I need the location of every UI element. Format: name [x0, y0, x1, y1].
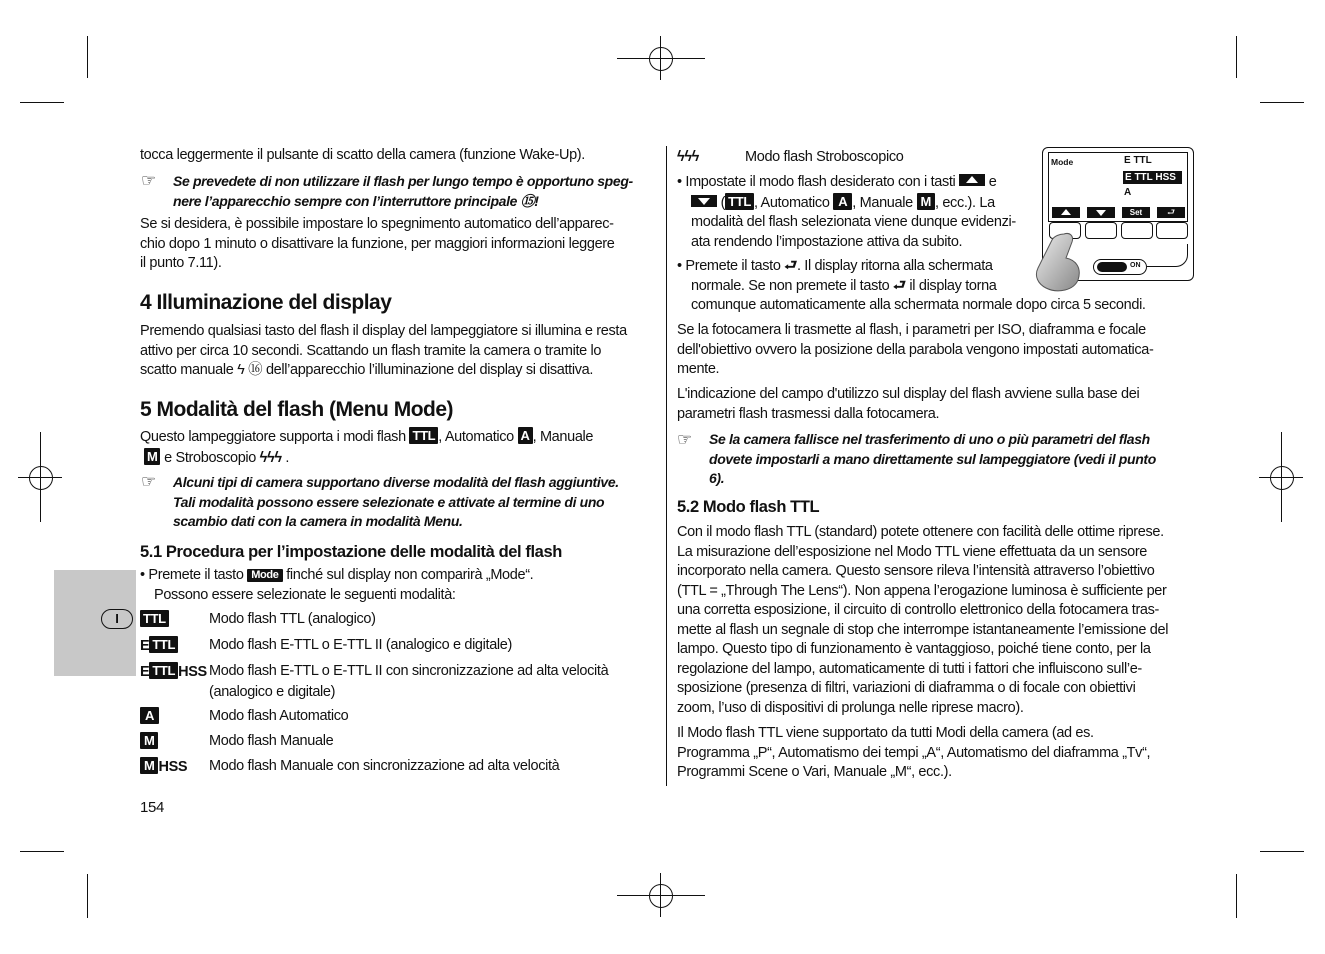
lcd-line-a: A: [1124, 187, 1132, 198]
arrow-up-key-icon: [959, 174, 985, 186]
crop-mark: [87, 874, 88, 918]
page-number: 154: [140, 799, 164, 816]
heading-mode-procedure: 5.1 Procedura per l’impostazione delle modalità del flash: [140, 543, 562, 561]
ttl-badge: TTL: [725, 193, 754, 210]
intro-line: tocca leggermente il pulsante di scatto della camera (funzione Wake-Up).: [140, 147, 585, 163]
ttl-badge: TTL: [140, 610, 169, 627]
strobo-icon: ϟϟϟ: [677, 149, 699, 165]
heading-ttl-mode: 5.2 Modo flash TTL: [677, 498, 820, 516]
mode-key-badge: Mode: [247, 569, 282, 582]
modes-support-paragraph: Questo lampeggiatore supporta i modi flash TTL , Automatico A , Manuale M e Stroboscopio ϟϟϟ .: [140, 428, 594, 466]
heading-flash-modes: 5 Modalità del flash (Menu Mode): [140, 398, 454, 421]
lcd-set-label: Set: [1122, 207, 1150, 218]
return-key-icon: ⮐: [784, 258, 797, 274]
note-manual-params: Se la camera fallisce nel trasferimento di uno o più parametri del flash dovete impostarli a mano direttamente sul lampeggiatore (vedi il punto 6).: [709, 431, 1156, 486]
return-key-icon: ⮐: [893, 277, 906, 294]
a-badge: A: [140, 707, 159, 724]
illumination-paragraph: Premendo qualsiasi tasto del flash il display del lampeggiatore si illumina e resta attivo per circa 10 secondi. Scattando un flash tramite la camera o tramite lo scatto manuale ϟ ⑯ dell’apparecchio l’illuminazione del display si disattiva.: [140, 323, 627, 378]
m-badge: M: [917, 193, 935, 210]
crop-mark: [87, 36, 88, 78]
range-paragraph: L'indicazione del campo d'utilizzo sul display del flash avviene sulla base dei parametri flash trasmessi dalla fotocamera.: [677, 386, 1140, 422]
m-badge: M: [140, 757, 158, 774]
power-switch: ON: [1093, 259, 1147, 275]
auto-off-paragraph: Se si desidera, è possibile impostare lo spegnimento automatico dell’apparec- chio dopo 1 minuto o disattivare la funzione, per maggiori informazioni leggere il punto 7.11).: [140, 216, 615, 271]
finger-pressing-icon: [1034, 232, 1086, 294]
hand-pointer-icon: ☞: [141, 171, 157, 190]
hand-pointer-icon: ☞: [677, 430, 693, 449]
iso-paragraph: Se la fotocamera li trasmette al flash, i parametri per ISO, diaframma e focale dell'obiettivo ovvero la posizione della parabola vengono impostati automatica- mente.: [677, 322, 1154, 377]
note-switch-off: Se prevedete di non utilizzare il flash per lungo tempo è opportuno speg- nere l’apparecchio sempre con l’interruttore principale ⑮!: [173, 173, 633, 209]
m-badge: M: [140, 732, 158, 749]
procedure-bullet: • Premete il tasto Mode finché sul display non comparirà „Mode“. Possono essere selezionate le seguenti modalità:: [140, 567, 534, 603]
language-tab-label: I: [101, 609, 133, 629]
lcd-line-ettl-hss: E TTL HSS: [1123, 171, 1182, 184]
crop-mark: [20, 102, 64, 103]
ttl-support-paragraph: Il Modo flash TTL viene supportato da tutti Modi della camera (ad es. Programma „P“, Automatismo dei tempi „A“, Automatismo del diaframma „Tv“, Programmi Scene o Vari, Manuale „M“, ecc.).: [677, 725, 1151, 780]
crop-mark: [1236, 36, 1237, 78]
crop-mark: [1236, 874, 1237, 918]
heading-display-illumination: 4 Illuminazione del display: [140, 291, 392, 314]
select-mode-bullet: • Impostate il modo flash desiderato con i tasti e ( TTL , Automatico A , Manuale M , ecc.). La modalità del flash selezionata viene dunque evidenzi- ata rendendo l’impostazione attiva da subito.: [677, 174, 1016, 250]
column-divider: [666, 146, 667, 786]
arrow-down-key-icon: [691, 195, 717, 207]
crop-mark: [1260, 102, 1304, 103]
ttl-paragraph: Con il modo flash TTL (standard) potete ottenere con facilità delle ottime riprese. La misurazione dell’esposizione nel Modo TTL viene effettuata da un sensore incorporato nella camera. Questo sensore rileva l’intensità attraverso l’obiettivo (TTL = „Through The Lens“). Non appena l’erogazione luminosa è sufficiente per una corretta esposizione, il circuito di controllo elettronico della fotocamera tras- mette al flash un segnale di stop che interrompe istantaneamente l’emissione del lampo. Questo tipo di funzionamento è vantaggioso, poiché tiene conto, per la regolazione del lampo, automaticamente di tutti i fattori che influiscono sull’e- sposizione (presenza di filtri, variazioni di diaframma o di focale con obiettivi zoom, l’uso di dispositivi di prolunga nelle riprese macro).: [677, 524, 1169, 716]
a-badge: A: [518, 427, 533, 444]
m-badge: M: [144, 448, 160, 465]
lcd-screen: Mode E TTL E TTL HSS A Set ⮐: [1048, 152, 1188, 222]
strobo-icon: ϟϟϟ: [259, 449, 282, 466]
ttl-badge: TTL: [149, 636, 178, 653]
note-additional-modes: Alcuni tipi di camera supportano diverse modalità del flash aggiuntive. Tali modalità possono essere selezionate e attivate al termine di uno scambio dati con la camera in modalità Menu.: [173, 474, 619, 529]
crop-mark: [1260, 851, 1304, 852]
ttl-badge: TTL: [149, 662, 178, 679]
strobo-row: ϟϟϟ Modo flash Stroboscopico: [677, 149, 904, 165]
ttl-badge: TTL: [409, 427, 438, 444]
a-badge: A: [833, 193, 852, 210]
hand-pointer-icon: ☞: [141, 472, 157, 491]
return-key-bullet: • Premete il tasto ⮐. Il display ritorna alla schermata normale. Se non premete il tasto ⮐ il display torna comunque automaticamente alla schermata normale dopo circa 5 secondi.: [677, 258, 1146, 313]
lcd-mode-label: Mode: [1051, 157, 1074, 167]
lcd-line-ettl: E TTL: [1124, 155, 1152, 166]
crop-mark: [20, 851, 64, 852]
